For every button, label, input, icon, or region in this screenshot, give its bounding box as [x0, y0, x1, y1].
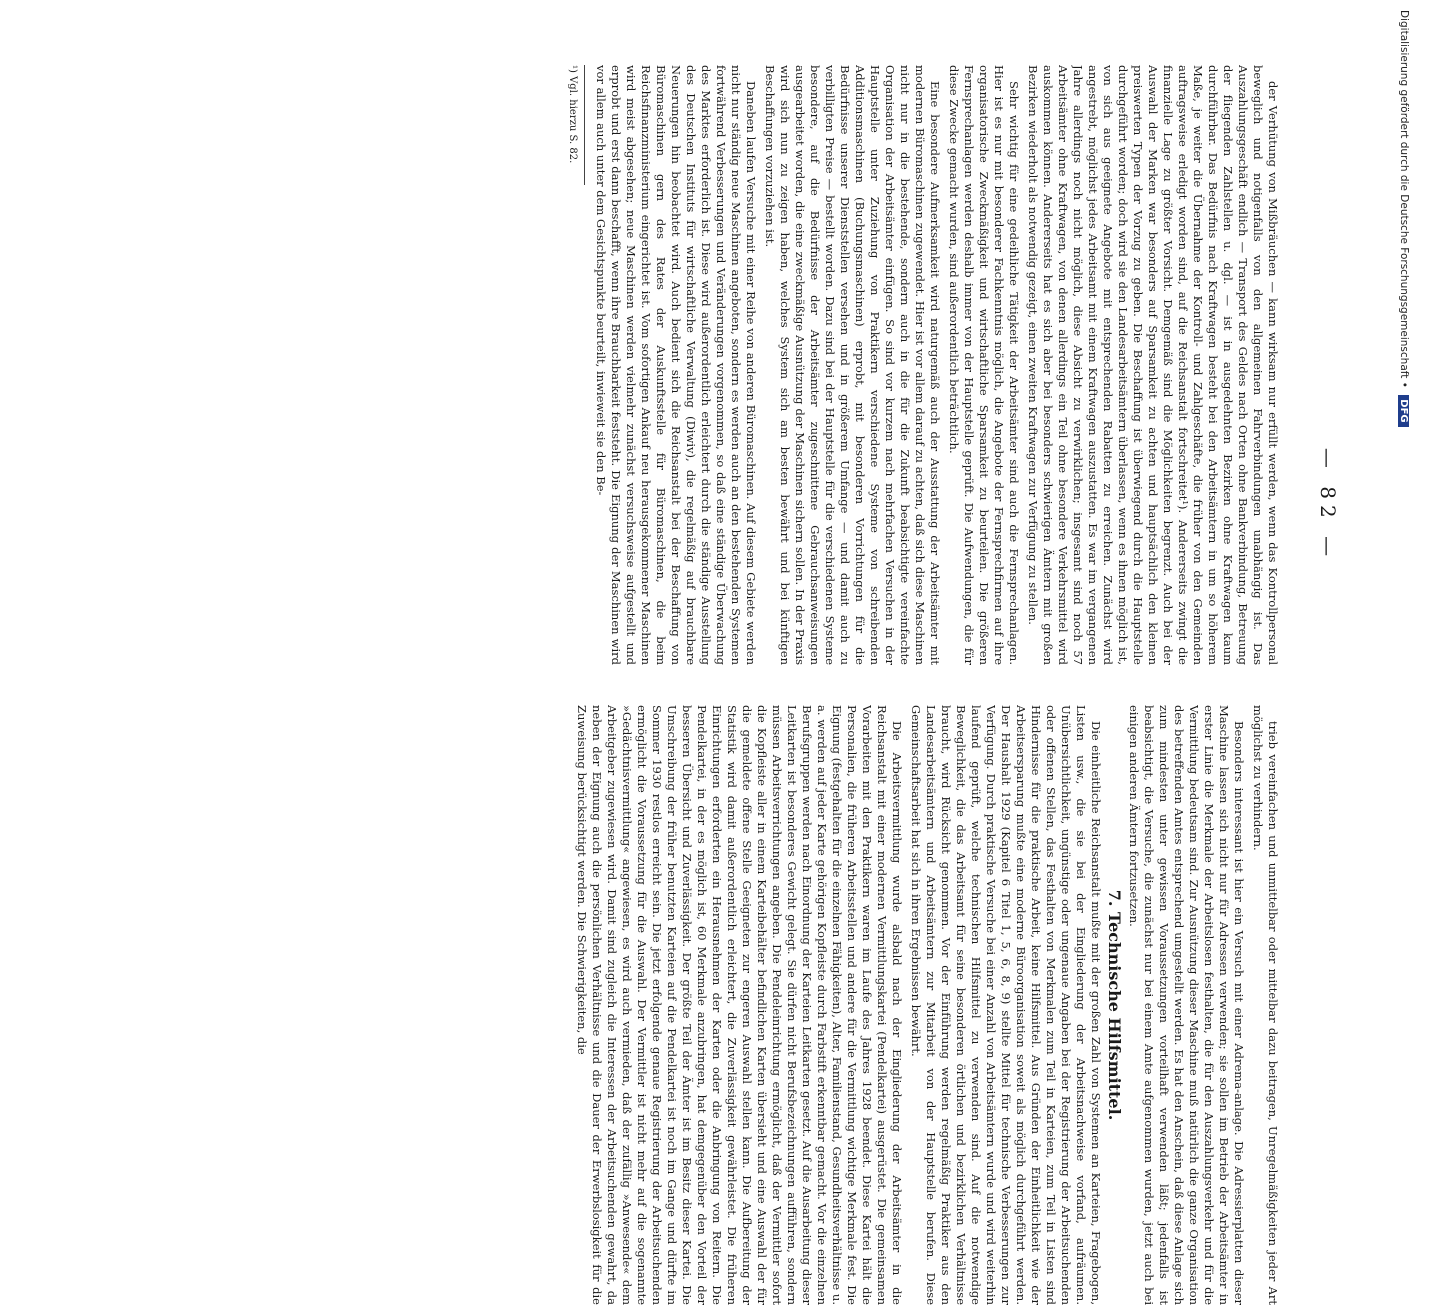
left-paragraph-3: Eine besondere Aufmerksamkeit wird naturgemäß auch der Ausstattung der Arbeitsämter mit modernen Büromaschinen zugewendet. Hier ist vor allem darauf zu achten, daß sich diese Maschinen nicht nur in die bestehende, sondern auch in die für die Zukunft beabsichtigte vereinfachte Organisation der Arbeitsämter einfügen. So sind vor kurzem nach mehrfachen Versuchen in der Hauptstelle unter Zuziehung von Praktikern verschiedene Systeme von schreibenden Additionsmaschinen (Buchungsmaschinen) erprobt, mit besonderen Vorrichtungen für die Bedürfnisse unserer Dienststellen versehen und in größerem Umfange — und damit auch zu verbilligten Preise — bestellt worden. Dazu sind bei der Hauptstelle für die verschiedenen Systeme besondere, auf die Bedürfnisse der Arbeitsämter zugeschnittene Gebrauchsanweisungen ausgearbeitet worden, die eine zweckmäßige Ausnützung der Maschinen sichern sollen. In der Praxis wird sich nun zu zeigen haben, welches System sich am besten bewährt und bei künftigen Beschaffungen vorzuziehen ist. — [763, 65, 942, 665]
digitization-credit — [1390, 10, 1410, 990]
right-paragraph-3: Die einheitliche Reichsanstalt mußte mit der großen Zahl von Systemen an Karteien, Fragebogen, Listen usw., die sie bei der Eingliederung der Arbeitsnachweise vorfand, aufräumen. Unübersichtlichkeit, ungünstige oder ungenaue Angaben bei der Registrierung der Arbeitsuchenden oder offenen Stellen, das Festhalten von Merkmalen zum Teil in Karteien, zum Teil in Listen sind Hindernisse für die praktische Arbeit, keine Hilfsmittel. Aus Gründen der Einheitlichkeit wie der Arbeitsersparung mußte eine moderne Büroorganisation soweit als möglich durchgeführt werden. Der Haushalt 1929 (Kapitel 6 Titel 1, 5, 6, 8, 9) stellte Mittel für technische Verbesserungen zur Verfügung. Durch praktische Versuche bei einer Anzahl von Arbeitsämtern wurde und wird weiterhin laufend geprüft, welche technischen Hilfsmittel zu verwenden sind. Auf die notwendige Beweglichkeit, die das Arbeitsamt für seine besonderen örtlichen und bezirklichen Verhältnisse braucht, wird Rücksicht genommen. Vor der Einführung werden regelmäßig Praktiker aus den Landesarbeitsämtern und Arbeitsämtern zur Mitarbeit von der Hauptstelle berufen. Diese Gemeinschaftsarbeit hat sich in ihren Ergebnissen bewährt. — [909, 705, 1103, 1305]
credit-text: Digitalisierung gefördert durch die Deutsche Forschungsgemeinschaft • — [1398, 10, 1410, 388]
page-number: — 82 — — [1316, 447, 1340, 563]
rotated-page — [80, 65, 1340, 1305]
right-paragraph-4: Die Arbeitsvermittlung wurde alsbald nach der Eingliederung der Arbeitsämter in die Reichsanstalt mit einer modernen Vermittlungskartei (Pendelkartei) ausgerüstet. Die gemeinsamen Vorarbeiten mit den Praktikern waren im Laufe des Jahres 1928 beendet. Diese Kartei hält die Personalien, die früheren Arbeitsstellen und andere für die Vermittlung wichtige Merkmale fest. Die Eignung (festgehalten für die einzelnen Fähigkeiten), Alter, Familienstand, Gesundheitsverhältnisse u. a. werden auf jeder Karte gehörigen Kopfleiste durch Farbstift erkenntbar gemacht. Vor die einzelnen Berufsgruppen werden nach Einordnung der Karteien Leitkarten gesetzt. Auf die Ausarbeitung dieser Leitkarten ist besonderes Gewicht gelegt. Sie dürfen nicht Berufsbezeichnungen aufführen, sondern müssen Arbeitsverrichtungen angeben. Die Pendeleinrichtung ermöglicht, daß der Vermittler sofort die Kopfleiste aller in einem Karteibehälter befindlichen Karten übersieht und eine Auswahl der für die gemeldete offene Stelle Geeigneten zur engeren Auswahl stellen kann. Die Aufbereitung der Statistik wird damit außerordentlich erleichtert, die Zuverlässigkeit gewährleistet. Die früheren Einrichtungen erforderten ein Herausnehmen der Karten oder die Anbringung von Reitern. Die Pendelkartei, in der es möglich ist, 60 Merkmale anzubringen, hat demgegenüber den Vorteil der besseren Übersicht und Zuverlässigkeit. Der größte Teil der Ämter ist im Besitz dieser Kartei. Die Umschreibung der früher benutzten Karteien auf die Pendelkartei ist noch im Gange und dürfte im Sommer 1930 restlos erreicht sein. Die jetzt erfolgende genaue Registrierung der Arbeitsuchenden ermöglicht die Voraussetzung für die Auswahl. Der Vermittler ist nicht mehr auf die sogenannte »Gedächtnisvermittlung« angewiesen, es wird auch vermieden, daß der zufällig »Anwesende« dem Arbeitgeber zugewiesen wird. Damit sind zugleich die Interessen der Arbeitsuchenden gewahrt, da neben der Eignung auch die persönlichen Verhältnisse und die Dauer der Erwerbslosigkeit für die Zuweisung berücksichtigt werden. Die Schwierigkeiten, die — [575, 705, 904, 1305]
dfg-logo: DFG — [1398, 395, 1409, 426]
left-column — [120, 65, 1280, 665]
footnote-divider — [584, 65, 585, 185]
section-title: 7. Technische Hilfsmittel. — [1105, 889, 1124, 1121]
left-paragraph-1: der Verhütung von Mißbräuchen — kann wirksam nur erfüllt werden, wenn das Kontrollpersonal beweglich und notigenfalls von den allgemeinen Fahrverbindungen unabhängig ist. Das Auszahlungsgeschäft endlich — Transport des Geldes nach Orten ohne Bankverbindung, Betreuung der fliegenden Zahlstellen u. dgl. — ist in ausgedehnten Bezirken ohne Kraftwagen kaum durchführbar. Das Bedürfnis nach Kraftwagen besteht bei den Arbeitsämtern in um so höherem Maße, je weiter die Übernahme der Kontroll- und Zahlgeschäfte, die früher von den Gemeinden auftragsweise erledigt worden sind, auf die Reichsanstalt fortschreitet¹). Andererseits zwingt die finanzielle Lage zu größter Vorsicht. Demgemäß sind die Möglichkeiten begrenzt. Auch bei der Auswahl der Marken war besonders auf Sparsamkeit zu achten und hauptsächlich den kleinen preiswerten Typen der Vorzug zu geben. Die Beschaffung ist überwiegend durch die Hauptstelle durchgeführt worden; doch wird sie den Landesarbeitsämtern überlassen, wenn es ihnen möglich ist, von sich aus geeignete Angebote mit entsprechenden Rabatten zu erreichen. Zunächst wird angestrebt, möglichst jedes Arbeitsamt mit einem Kraftwagen auszustatten. Es war im vergangenen Jahre allerdings noch nicht möglich, diese Absicht zu verwirklichen; insgesamt sind noch 57 Arbeitsämter ohne Kraftwagen, von denen allerdings ein Teil ohne besondere Verkehrsmittel wird auskommen können. Andererseits hat es sich aber bei besonders schwierigen Ämtern mit großen Bezirken wiederholt als notwendig gezeigt, einen zweiten Kraftwagen zur Verfügung zu stellen. — [1026, 65, 1280, 665]
right-column — [120, 705, 1280, 1305]
right-paragraph-1: trieb vereinfachen und unmittelbar oder mittelbar dazu beitragen, Unregelmäßigkeiten jeder Art möglichst zu verhindern. — [1251, 705, 1280, 1305]
footnote: ¹) Vgl. hierzu S. 82. — [567, 65, 578, 164]
left-paragraph-2: Sehr wichtig für eine gedeihliche Tätigkeit der Arbeitsämter sind auch die Fernsprechanlagen. Hier ist es nur mit besonderer Fachkenntnis möglich, die Angebote der Fernsprechfirmen auf ihre organisatorische Zweckmäßigkeit und wirtschaftliche Sparsamkeit zu beurteilen. Die größeren Fernsprechanlagen werden deshalb immer von der Hauptstelle geprüft. Die Aufwendungen, die für diese Zwecke gemacht wurden, sind außerordentlich beträchtlich. — [947, 65, 1021, 665]
left-paragraph-4: Daneben laufen Versuche mit einer Reihe von anderen Büromaschinen. Auf diesem Gebiete werden nicht nur ständig neue Maschinen angeboten, sondern es werden auch an den bestehenden Systemen fortwährend Verbesserungen und Veränderungen vorgenommen, so daß eine ständige Überwachung des Marktes erforderlich ist. Diese wird außerordentlich erleichtert durch die ständige Ausstellung des Deutschen Instituts für wirtschaftliche Verwaltung (Diwiv), die regelmäßig auf brauchbare Neuerungen hin beobachtet wird. Auch bedient sich die Reichsanstalt bei der Beschaffung von Büromaschinen gern des Rates der Auskunftsstelle für Büromaschinen, die beim Reichsfinanzministerium eingerichtet ist. Vom sofortigen Ankauf neu herausgekommener Maschinen wird meist abgesehen; neue Maschinen werden vielmehr zunächst versuchsweise aufgestellt und erprobt und erst dann beschafft, wenn ihre Brauchbarkeit feststeht. Die Eignung der Maschinen wird vor allem auch unter dem Gesichtspunkte beurteilt, inwieweit sie den Be- — [594, 65, 758, 665]
right-paragraph-2: Besonders interessant ist hier ein Versuch mit einer Adrema-anlage. Die Adressierplatten dieser Maschine lassen sich nicht nur für Adressen verwenden; sie sollen im Betrieb der Arbeitsämter in erster Linie die Merkmale der Arbeitslosen festhalten, die für den Auszahlungsverkehr und für die Vermittlung bedeutsam sind. Zur Ausnützung dieser Maschine muß natürlich die ganze Organisation des betreffenden Amtes entsprechend umgestellt werden. Es hat den Anschein, daß diese Anlage sich zum mindesten unter gewissen Voraussetzungen vorteilhaft verwenden läßt; jedenfalls ist beabsichtigt, die Versuche, die zunächst nur bei einem Amte aufgenommen wurden, jetzt auch bei einigen anderen Ämtern fortzusetzen. — [1127, 705, 1246, 1305]
